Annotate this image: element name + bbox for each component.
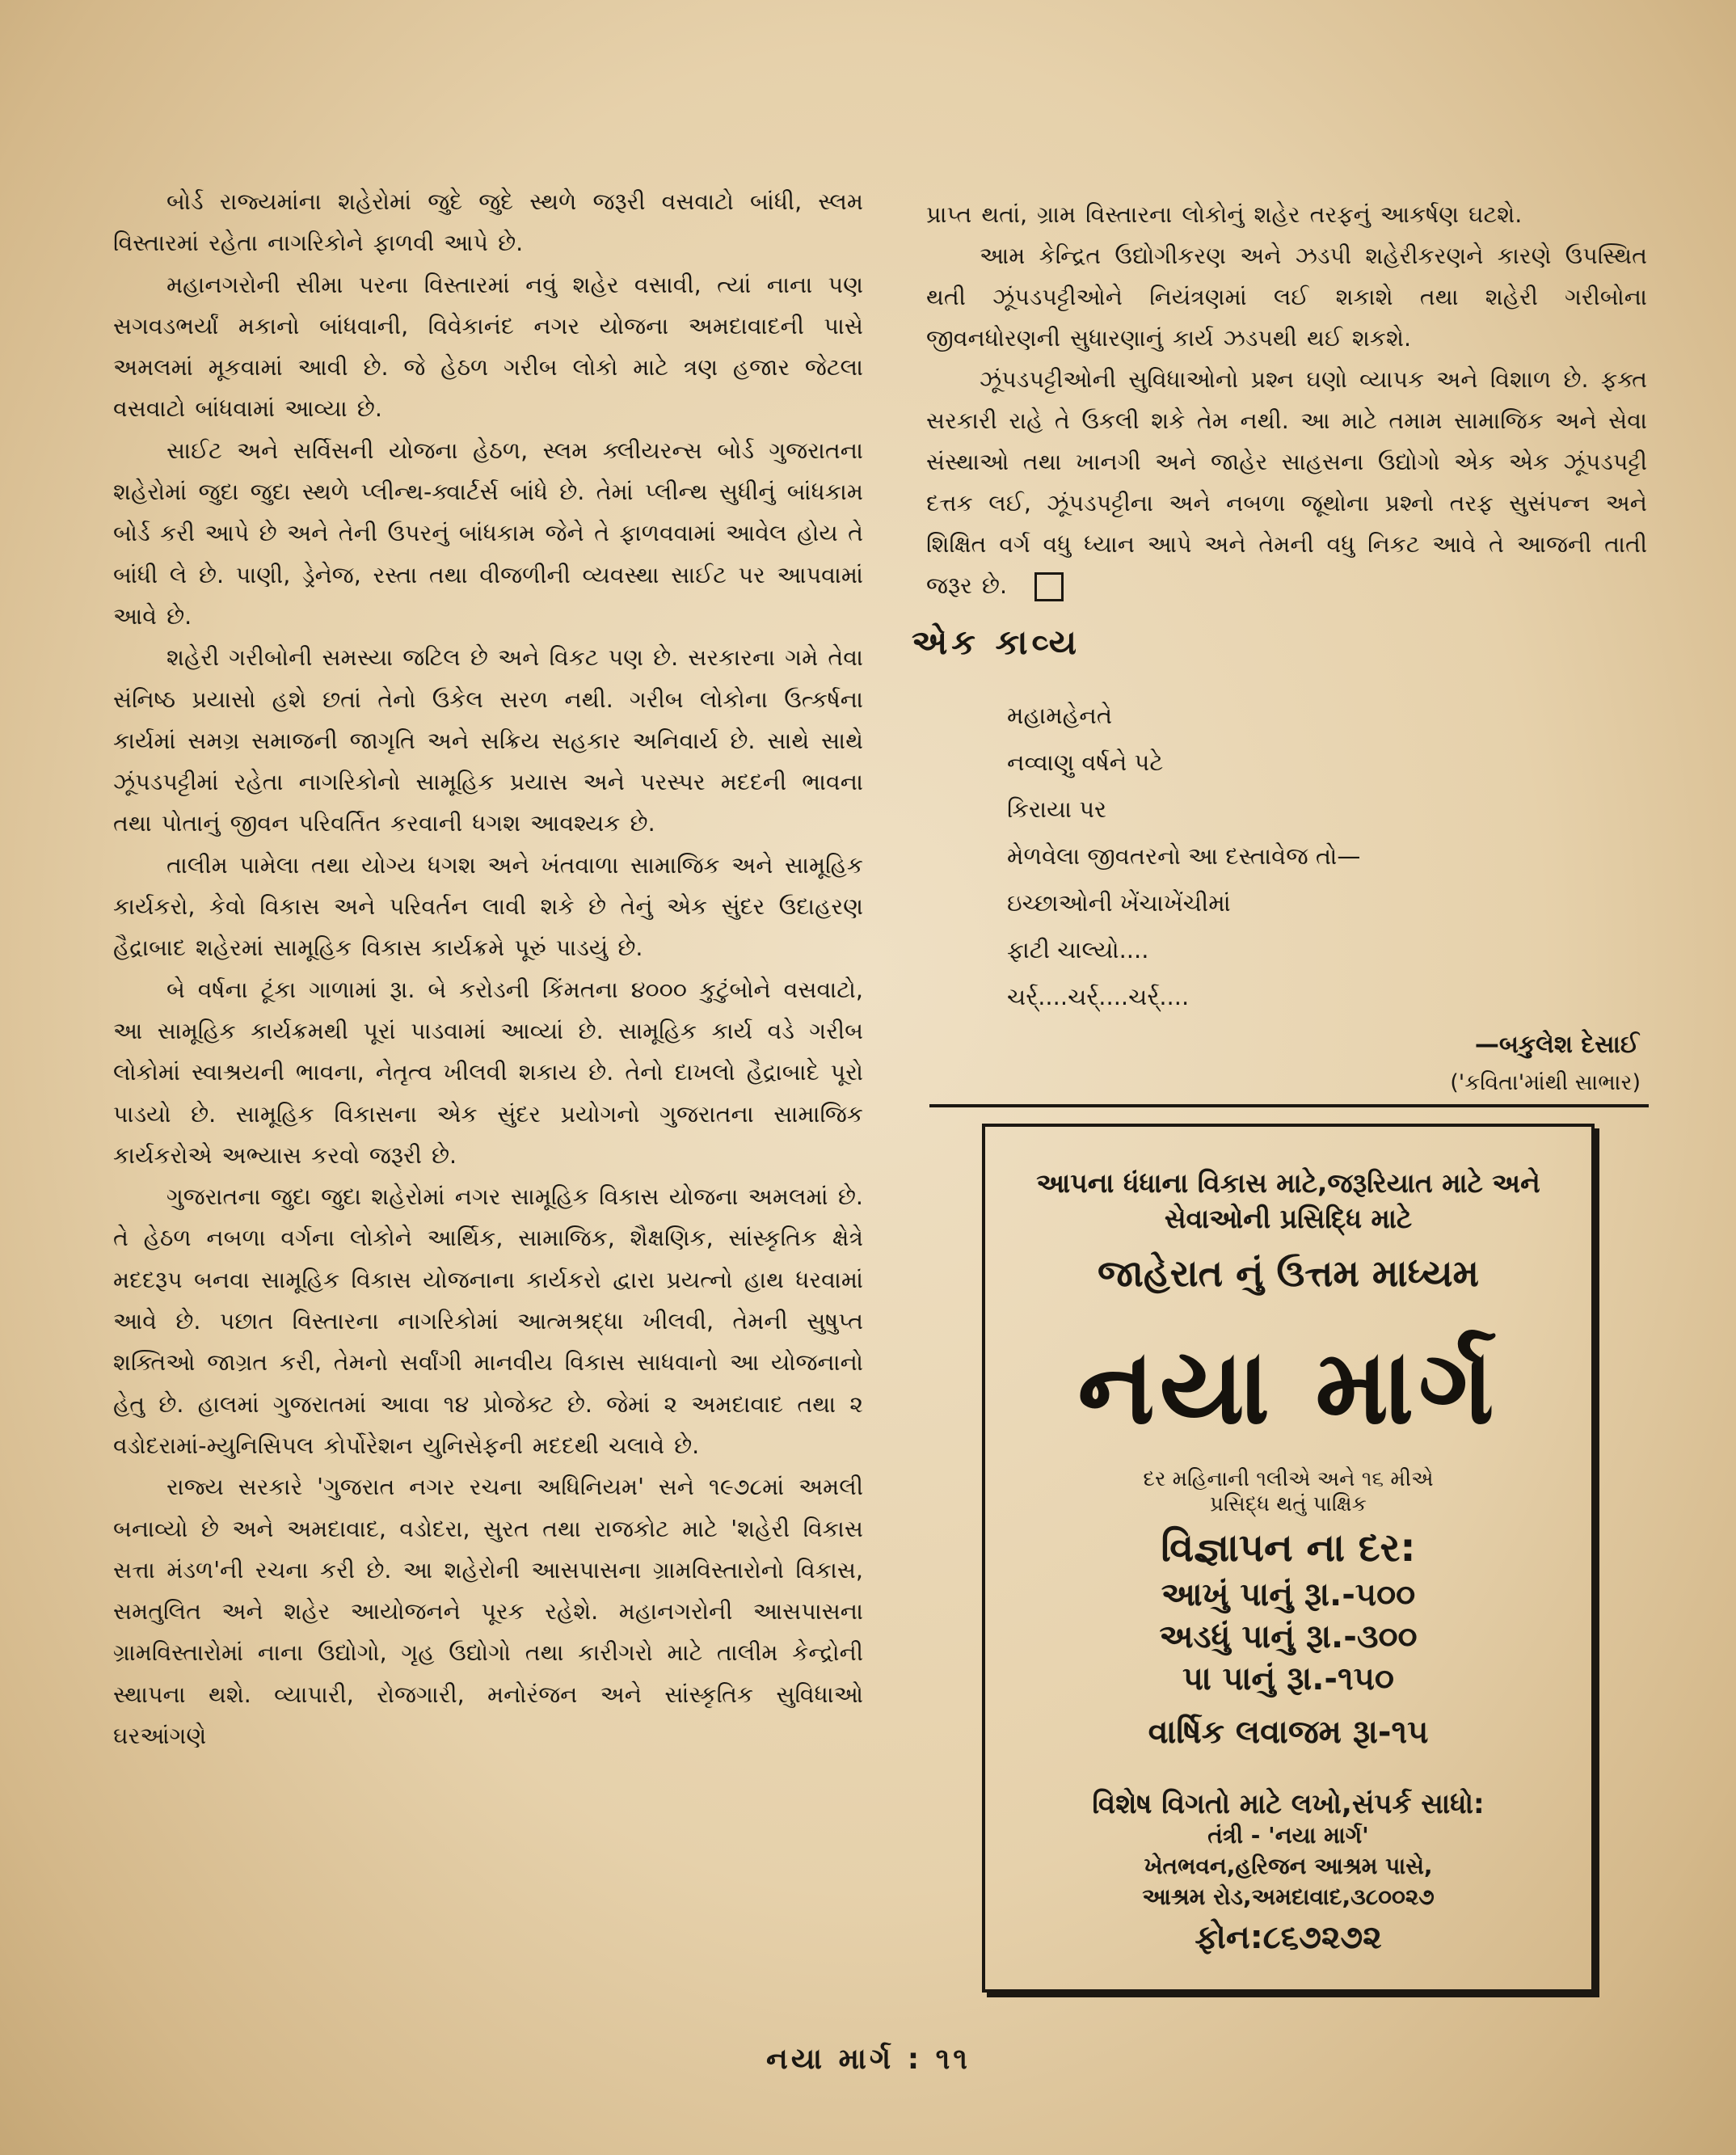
ad-annual-subscription: વાર્ષિક લવાજમ રૂા-૧૫ [1148,1714,1429,1751]
ad-frequency: દર મહિનાની ૧લીએ અને ૧૬ મીએ [1143,1467,1434,1491]
ad-editor: તંત્રી - 'નયા માર્ગ' [1207,1822,1369,1849]
ad-rate: આખું પાનું રૂા.-૫૦૦ [1161,1576,1416,1613]
section-divider [929,1104,1649,1107]
ad-rate: પા પાનું રૂા.-૧૫૦ [1182,1660,1394,1697]
poem-line: નવ્વાણુ વર્ષને પટે [1007,749,1164,776]
ad-phone: ફોન:૮૬૭૨૭૨ [1195,1919,1382,1956]
article-paragraph: મહાનગરોની સીમા પરના વિસ્તારમાં નવું શહેર વસાવી, ત્યાં નાના પણ સગવડભર્યાં મકાનો બાંધવાની, વિવેકાનંદ નગર યોજના અમદાવાદની પાસે અમલમાં મૂકવામાં આવી છે. જે હેઠળ ગરીબ લોકો માટે ત્રણ હજાર જેટલા વસવાટો બાંધવામાં આવ્યા છે. [113,271,863,423]
article-paragraph: પ્રાપ્ત થતાં, ગ્રામ વિસ્તારના લોકોનું શહેર તરફનું આકર્ષણ ઘટશે. [926,201,1523,228]
ad-tagline-2: સેવાઓની પ્રસિદ્ધિ માટે [1164,1203,1413,1234]
right-article-column [926,194,1647,606]
article-paragraph: બે વર્ષના ટૂંકા ગાળામાં રૂા. બે કરોડની કિંમતના ૪૦૦૦ કુટુંબોને વસવાટો, આ સામૂહિક કાર્યક્રમથી પૂરાં પાડવામાં આવ્યાં છે. સામૂહિક કાર્ય વડે ગરીબ લોકોમાં સ્વાશ્રયની ભાવના, નેતૃત્વ ખીલવી શકાય છે. તેનો દાખલો હૈદ્રાબાદે પૂરો પાડયો છે. સામૂહિક વિકાસના એક સુંદર પ્રયોગનો ગુજરાતના સામાજિક કાર્યકરોએ અભ્યાસ કરવો જરૂરી છે. [113,976,863,1169]
advertisement-box [982,1124,1595,1993]
article-paragraph: શહેરી ગરીબોની સમસ્યા જટિલ છે અને વિકટ પણ છે. સરકારના ગમે તેવા સંનિષ્ઠ પ્રયાસો હશે છતાં તેનો ઉકેલ સરળ નથી. ગરીબ લોકોના ઉત્કર્ષના કાર્યમાં સમગ્ર સમાજની જાગૃતિ અને સક્રિય સહકાર અનિવાર્ય છે. સાથે સાથે ઝૂંપડપટ્ટીમાં રહેતા નાગરિકોનો સામૂહિક પ્રયાસ અને પરસ્પર મદદની ભાવના તથા પોતાનું જીવન પરિવર્તિત કરવાની ધગશ આવશ્યક છે. [113,644,863,837]
article-paragraph-text: ઝૂંપડપટ્ટીઓની સુવિધાઓનો પ્રશ્ન ઘણો વ્યાપક અને વિશાળ છે. ફક્ત સરકારી રાહે તે ઉકલી શકે તેમ નથી. આ માટે તમામ સામાજિક અને સેવા સંસ્થાઓ તથા ખાનગી અને જાહેર સાહસના ઉદ્યોગો એક એક ઝૂંપડપટ્ટી દત્તક લઈ, ઝૂંપડપટ્ટીના અને નબળા જૂથોના પ્રશ્નો તરફ સુસંપન્ન અને શિક્ષિત વર્ગ વધુ ધ્યાન આપે અને તેમની વધુ નિકટ આવે તે આજની તાતી જરૂર છે. [926,366,1647,599]
ad-contact: વિશેષ વિગતો માટે લખો,સંપર્ક સાધો: [1092,1788,1485,1820]
ad-address: ખેતભવન,હરિજન આશ્રમ પાસે, [1144,1853,1433,1879]
article-paragraph: સાઈટ અને સર્વિસની યોજના હેઠળ, સ્લમ ક્લીયરન્સ બોર્ડ ગુજરાતના શહેરોમાં જુદા જુદા સ્થળે પ્લીન્થ-ક્વાર્ટર્સ બાંધે છે. તેમાં પ્લીન્થ સુધીનું બાંધકામ બોર્ડ કરી આપે છે અને તેની ઉપરનું બાંધકામ જેને તે ફાળવવામાં આવેલ હોય તે બાંધી લે છે. પાણી, ડ્રેનેજ, રસ્તા તથા વીજળીની વ્યવસ્થા સાઈટ પર આપવામાં આવે છે. [113,436,863,630]
poem-body [1007,692,1360,1020]
article-paragraph: આમ કેન્દ્રિત ઉદ્યોગીકરણ અને ઝડપી શહેરીકરણને કારણે ઉપસ્થિત થતી ઝૂંપડપટ્ટીઓને નિયંત્રણમાં લઈ શકાશે તથા શહેરી ગરીબોના જીવનધોરણની સુધારણાનું કાર્ય ઝડપથી થઈ શકશે. [926,242,1647,352]
ad-tagline-3: જાહેરાત નું ઉત્તમ માધ્યમ [1098,1251,1479,1295]
left-article-column [113,181,863,1756]
poem-line: મેળવેલા જીવતરનો આ દસ્તાવેજ તો— [1007,842,1361,870]
poem-author: —બકુલેશ દેસાઈ [1474,1031,1639,1059]
ad-tagline-1: આપના ધંધાના વિકાસ માટે,જરૂરિયાત માટે અને [1036,1167,1540,1199]
poem-line: ફાટી ચાલ્યો.... [1007,936,1149,964]
ad-address: આશ્રમ રોડ,અમદાવાદ,૩૮૦૦૨૭ [1142,1883,1435,1910]
poem-line: મહામહેનતે [1007,702,1113,729]
poem-line: ચર્ર્....ચર્ર્....ચર્ર્.... [1007,983,1190,1010]
article-paragraph [926,359,1647,606]
poem-line: ઇચ્છાઓની ખેંચાખેંચીમાં [1007,889,1231,917]
page-footer: નયા માર્ગ : ૧૧ [766,2043,971,2076]
article-paragraph: તાલીમ પામેલા તથા યોગ્ય ધગશ અને ખંતવાળા સામાજિક અને સામૂહિક કાર્યકરો, કેવો વિકાસ અને પરિવર્તન લાવી શકે છે તેનું એક સુંદર ઉદાહરણ હૈદ્રાબાદ શહેરમાં સામૂહિક વિકાસ કાર્યક્રમે પૂરું પાડયું છે. [113,851,863,962]
ad-brand-logo: નયા માર્ગ [1077,1327,1499,1448]
ad-frequency: પ્રસિદ્ધ થતું પાક્ષિક [1209,1492,1367,1516]
article-paragraph: રાજ્ય સરકારે 'ગુજરાત નગર રચના અધિનિયમ' સને ૧૯૭૮માં અમલી બનાવ્યો છે અને અમદાવાદ, વડોદરા, સુરત તથા રાજકોટ માટે 'શહેરી વિકાસ સત્તા મંડળ'ની રચના કરી છે. આ શહેરોની આસપાસના ગ્રામવિસ્તારોનો વિકાસ, સમતુલિત અને શહેર આયોજનને પૂરક રહેશે. મહાનગરોની આસપાસના ગ્રામવિસ્તારોમાં નાના ઉદ્યોગો, ગૃહ ઉદ્યોગો તથા કારીગરો માટે તાલીમ કેન્દ્રોની સ્થાપના થશે. વ્યાપારી, રોજગારી, મનોરંજન અને સાંસ્કૃતિક સુવિધાઓ ઘરઆંગણે [113,1474,863,1749]
poem-source: ('કવિતા'માંથી સાભાર) [1450,1070,1641,1095]
ad-rate: અડધું પાનું રૂા.-૩૦૦ [1159,1618,1418,1655]
article-end-box [1034,572,1064,601]
article-paragraph: ગુજરાતના જુદા જુદા શહેરોમાં નગર સામૂહિક વિકાસ યોજના અમલમાં છે. તે હેઠળ નબળા વર્ગના લોકોને આર્થિક, સામાજિક, શૈક્ષણિક, સાંસ્કૃતિક ક્ષેત્રે મદદરૂપ બનવા સામૂહિક વિકાસ યોજનાના કાર્યકરો દ્વારા પ્રયત્નો હાથ ધરવામાં આવે છે. પછાત વિસ્તારના નાગરિકોમાં આત્મશ્રદ્ધા ખીલવી, તેમની સુષુપ્ત શક્તિઓ જાગ્રત કરી, તેમનો સર્વાંગી માનવીય વિકાસ સાધવાનો આ યોજનાનો હેતુ છે. હાલમાં ગુજરાતમાં આવા ૧૪ પ્રોજેક્ટ છે. જેમાં ૨ અમદાવાદ તથા ૨ વડોદરામાં-મ્યુનિસિપલ કોર્પોરેશન યુનિસેફની મદદથી ચલાવે છે. [113,1183,863,1459]
poem-line: કિરાયા પર [1007,795,1107,823]
poem-title: એક કાવ્ય [912,622,1081,662]
ad-rates-title: વિજ્ઞાપન ના દર: [1161,1525,1416,1571]
article-paragraph: બોર્ડ રાજ્યમાંના શહેરોમાં જુદે જુદે સ્થળે જરૂરી વસવાટો બાંધી, સ્લમ વિસ્તારમાં રહેતા નાગરિકોને ફાળવી આપે છે. [113,188,863,257]
